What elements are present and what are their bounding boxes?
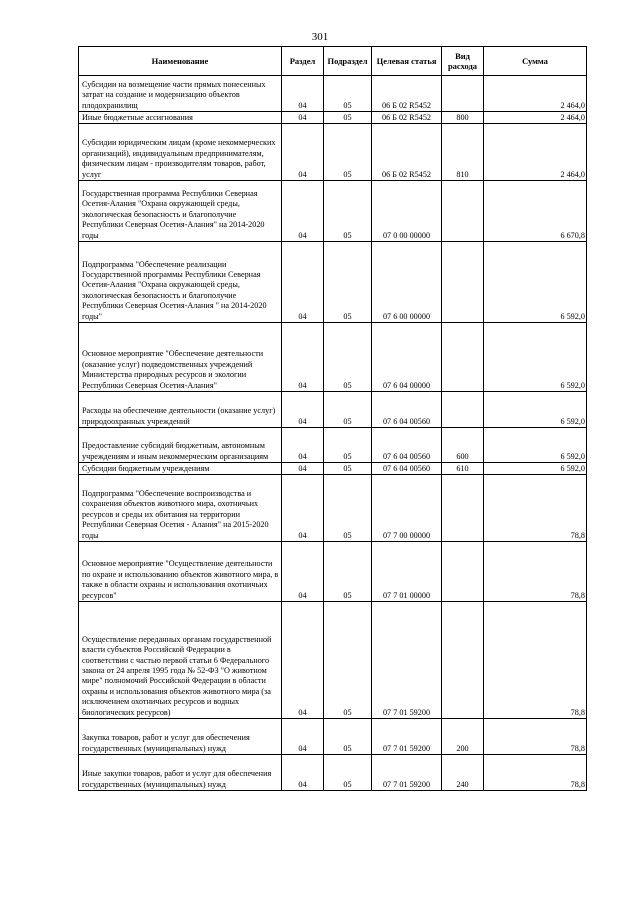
header-name: Наименование <box>79 47 282 76</box>
row-sum: 78,8 <box>484 475 587 542</box>
row-name: Субсидии бюджетным учреждениям <box>79 463 282 475</box>
table-row <box>79 124 587 181</box>
row-subsection: 05 <box>324 181 372 242</box>
row-subsection: 05 <box>324 428 372 463</box>
row-subsection: 05 <box>324 755 372 791</box>
row-expense <box>442 323 484 392</box>
row-expense: 810 <box>442 124 484 181</box>
row-target: 07 7 01 59200 <box>372 719 442 755</box>
header-expense: Вид расхода <box>442 47 484 76</box>
row-section: 04 <box>282 124 324 181</box>
row-section: 04 <box>282 181 324 242</box>
row-section: 04 <box>282 602 324 719</box>
row-sum: 2 464,0 <box>484 76 587 112</box>
row-name: Государственная программа Республики Северная Осетия-Алания "Охрана окружающей среды, экологическая безопасность и благополучие Республики Северная Осетия-Алания" на 2014-2020 годы <box>79 181 282 242</box>
row-target: 07 7 01 59200 <box>372 755 442 791</box>
row-target: 06 Б 02 R5452 <box>372 112 442 124</box>
row-target: 06 Б 02 R5452 <box>372 76 442 112</box>
row-sum: 6 592,0 <box>484 463 587 475</box>
row-name: Иные закупки товаров, работ и услуг для обеспечения государственных (муниципальных) нужд <box>79 755 282 791</box>
row-name: Предоставление субсидий бюджетным, автономным учреждениям и иным некоммерческим организациям <box>79 428 282 463</box>
row-name: Закупка товаров, работ и услуг для обеспечения государственных (муниципальных) нужд <box>79 719 282 755</box>
row-name: Подпрограмма "Обеспечение воспроизводства и сохранения объектов животного мира, охотничьих ресурсов и среды их обитания на территории Республики Северная Осетия - Алания" на 2015-2020 годы <box>79 475 282 542</box>
row-name: Осуществление переданных органам государственной власти субъектов Российской Федерации в соответствии с частью первой статьи 6 Федерального закона от 24 апреля 1995 года № 52-ФЗ "О животном мире" полномочий Российской Федерации в области охраны и использования объектов животного мира (за исключением охотничьих ресурсов и водных биологических ресурсов) <box>79 602 282 719</box>
row-expense <box>442 76 484 112</box>
row-sum: 6 592,0 <box>484 242 587 323</box>
row-target: 07 6 04 00560 <box>372 428 442 463</box>
row-target: 06 Б 02 R5452 <box>372 124 442 181</box>
row-subsection: 05 <box>324 719 372 755</box>
table-row <box>79 112 587 124</box>
row-section: 04 <box>282 542 324 602</box>
row-section: 04 <box>282 392 324 428</box>
table-row <box>79 463 587 475</box>
row-section: 04 <box>282 242 324 323</box>
row-subsection: 05 <box>324 475 372 542</box>
header-subsection: Подраздел <box>324 47 372 76</box>
row-name: Субсидии на возмещение части прямых понесенных затрат на создание и модернизацию объектов плодохранилищ <box>79 76 282 112</box>
row-target: 07 7 01 59200 <box>372 602 442 719</box>
table-row <box>79 475 587 542</box>
row-sum: 6 592,0 <box>484 428 587 463</box>
row-sum: 6 592,0 <box>484 323 587 392</box>
row-section: 04 <box>282 112 324 124</box>
table-row <box>79 542 587 602</box>
table-row <box>79 181 587 242</box>
row-sum: 6 670,8 <box>484 181 587 242</box>
table-row <box>79 602 587 719</box>
row-expense <box>442 542 484 602</box>
row-subsection: 05 <box>324 323 372 392</box>
row-name: Субсидии юридическим лицам (кроме некоммерческих организаций), индивидуальным предпринимателям, физическим лицам - производителям товаров, работ, услуг <box>79 124 282 181</box>
row-subsection: 05 <box>324 76 372 112</box>
row-name: Основное мероприятие "Обеспечение деятельности (оказание услуг) подведомственных учреждений Министерства природных ресурсов и экологии Республики Северная Осетия-Алания" <box>79 323 282 392</box>
row-expense: 800 <box>442 112 484 124</box>
row-expense: 610 <box>442 463 484 475</box>
row-subsection: 05 <box>324 242 372 323</box>
row-sum: 6 592,0 <box>484 392 587 428</box>
row-expense: 240 <box>442 755 484 791</box>
table-row <box>79 76 587 112</box>
row-sum: 78,8 <box>484 542 587 602</box>
row-target: 07 6 04 00560 <box>372 392 442 428</box>
row-section: 04 <box>282 428 324 463</box>
row-expense: 200 <box>442 719 484 755</box>
row-sum: 2 464,0 <box>484 124 587 181</box>
row-name: Подпрограмма "Обеспечение реализации Государственной программы Республики Северная Осетия-Алания "Охрана окружающей среды, экологическая безопасность и благополучие Республики Северная Осетия-Алания " на 2014-2020 годы" <box>79 242 282 323</box>
row-section: 04 <box>282 719 324 755</box>
row-expense <box>442 602 484 719</box>
row-target: 07 6 00 00000 <box>372 242 442 323</box>
row-expense <box>442 475 484 542</box>
row-sum: 78,8 <box>484 602 587 719</box>
row-expense <box>442 242 484 323</box>
row-name: Расходы на обеспечение деятельности (оказание услуг) природоохранных учреждений <box>79 392 282 428</box>
row-subsection: 05 <box>324 542 372 602</box>
row-target: 07 7 01 00000 <box>372 542 442 602</box>
row-subsection: 05 <box>324 392 372 428</box>
row-sum: 78,8 <box>484 719 587 755</box>
row-section: 04 <box>282 76 324 112</box>
header-target: Целевая статья <box>372 47 442 76</box>
row-expense: 600 <box>442 428 484 463</box>
row-sum: 78,8 <box>484 755 587 791</box>
table-row <box>79 428 587 463</box>
table-row <box>79 719 587 755</box>
row-section: 04 <box>282 323 324 392</box>
row-sum: 2 464,0 <box>484 112 587 124</box>
budget-table <box>78 46 587 791</box>
row-section: 04 <box>282 755 324 791</box>
row-subsection: 05 <box>324 112 372 124</box>
row-subsection: 05 <box>324 602 372 719</box>
table-header-row <box>79 47 587 76</box>
row-target: 07 0 00 00000 <box>372 181 442 242</box>
header-section: Раздел <box>282 47 324 76</box>
row-name: Иные бюджетные ассигнования <box>79 112 282 124</box>
row-expense <box>442 181 484 242</box>
row-section: 04 <box>282 463 324 475</box>
row-subsection: 05 <box>324 124 372 181</box>
table-row <box>79 755 587 791</box>
row-target: 07 6 04 00000 <box>372 323 442 392</box>
header-sum: Сумма <box>484 47 587 76</box>
table-row <box>79 323 587 392</box>
row-subsection: 05 <box>324 463 372 475</box>
row-expense <box>442 392 484 428</box>
row-name: Основное мероприятие "Осуществление деятельности по охране и использованию объектов животного мира, в также в области охраны и использования охотничьих ресурсов" <box>79 542 282 602</box>
row-target: 07 7 00 00000 <box>372 475 442 542</box>
row-target: 07 6 04 00560 <box>372 463 442 475</box>
row-section: 04 <box>282 475 324 542</box>
table-row <box>79 392 587 428</box>
page-number: 301 <box>311 31 329 43</box>
table-row <box>79 242 587 323</box>
